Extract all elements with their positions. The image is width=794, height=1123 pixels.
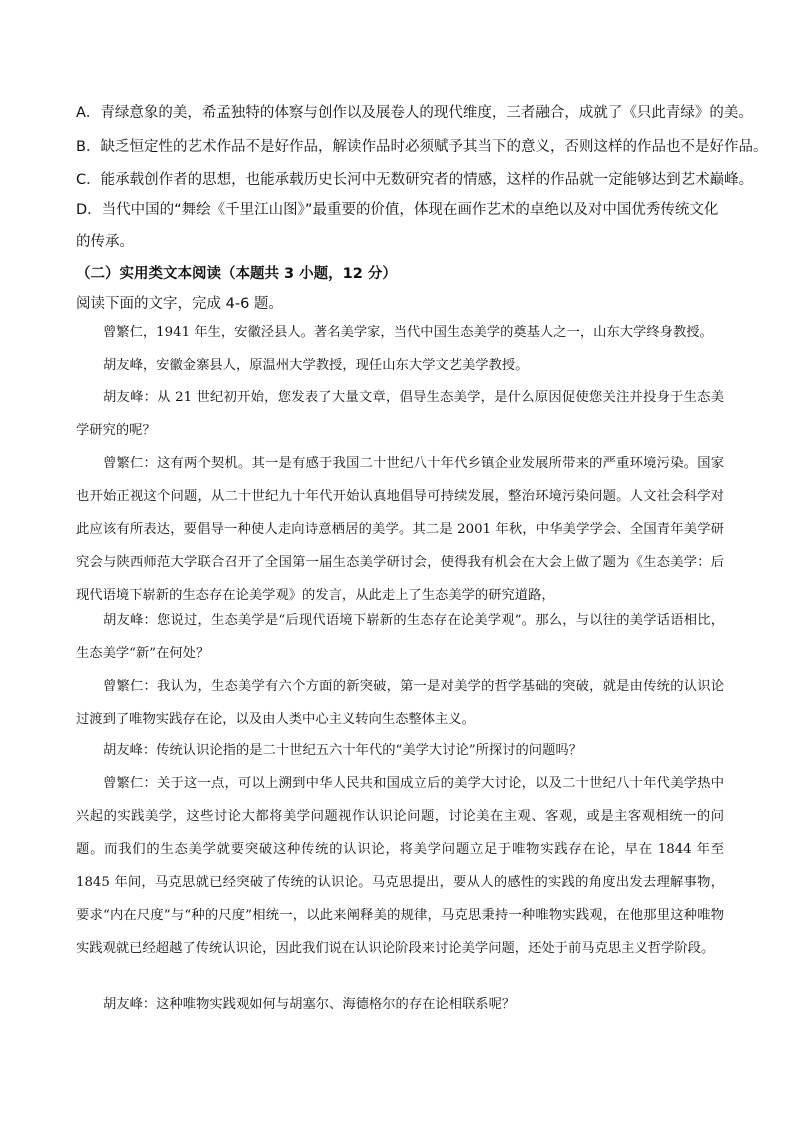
paragraph-question-2: 胡友峰：您说过，生态美学是“后现代语境下崭新的生态存在论美学观”。那么，与以往的美学话语相比，生态美学“新”在何处？	[76, 613, 724, 661]
paragraph-question-1: 胡友峰：从 21 世纪初开始，您发表了大量文章，倡导生态美学，是什么原因促使您关注并投身于生态美学研究的呢？	[76, 390, 724, 438]
paragraph-answer-1: 曾繁仁：这有两个契机。其一是有感于我国二十世纪八十年代乡镇企业发展所带来的严重环境污染。国家也开始正视这个问题，从二十世纪九十年代开始认真地倡导可持续发展，整治环境污染问题。人文社会科学对此应该有所表达，要倡导一种使人走向诗意栖居的美学。其二是 2001 年秋，中华美学学会、全国青年美学研究会与陕西师范大学联合召开了全国第一届生态美学研讨会，使得我有机会在大会上做了题为《生态美学：后现代语境下崭新的生态存在论美学观》的发言，从此走上了生态美学的研究道路，	[76, 456, 724, 603]
paragraph-answer-2: 曾繁仁：我认为，生态美学有六个方面的新突破，第一是对美学的哲学基础的突破，就是由传统的认识论过渡到了唯物实践存在论，以及由人类中心主义转向生态整体主义。	[76, 679, 724, 727]
paragraph-answer-3: 曾繁仁：关于这一点，可以上溯到中华人民共和国成立后的美学大讨论，以及二十世纪八十年代美学热中兴起的实践美学，这些讨论大都将美学问题视作认识论问题，讨论美在主观、客观，或是主客观相统一的问题。而我们的生态美学就要突破这种传统的认识论，将美学问题立足于唯物实践存在论，早在 1844 年至 1845 年间，马克思就已经突破了传统的认识论。马克思提出，要从人的感性的实践的角度出发去理解事物，要求“内在尺度”与“种的尺度”相统一，以此来阐释美的规律，马克思秉持一种唯物实践观，在他那里这种唯物实践观就已经超越了传统认识论，因此我们说在认识论阶段来讨论美学问题，还处于前马克思主义哲学阶段。	[76, 776, 724, 956]
section-title: （二）实用类文本阅读（本题共 3 小题，12 分）	[76, 266, 397, 282]
option-c: C．能承载创作者的思想，也能承载历史长河中无数研究者的情感，这样的作品就一定能够达到艺术巅峰。	[76, 172, 754, 188]
option-b: B．缺乏恒定性的艺术作品不是好作品，解读作品时必须赋予其当下的意义，否则这样的作品也不是好作品。	[76, 139, 768, 155]
paragraph-question-4: 胡友峰：这种唯物实践观如何与胡塞尔、海德格尔的存在论相联系呢？	[103, 997, 516, 1012]
option-a: A．青绿意象的美，希孟独特的体察与创作以及展卷人的现代维度，三者融合，成就了《只此青绿》的美。	[76, 105, 753, 121]
section-instruction: 阅读下面的文字，完成 4-6 题。	[76, 296, 283, 312]
paragraph-intro-zeng: 曾繁仁，1941 年生，安徽泾县人。著名美学家，当代中国生态美学的奠基人之一，山东大学终身教授。	[103, 325, 713, 340]
paragraph-intro-hu: 胡友峰，安徽金寨县人，原温州大学教授，现任山东大学文艺美学教授。	[103, 358, 529, 373]
paragraph-question-3: 胡友峰：传统认识论指的是二十世纪五六十年代的“美学大讨论”所探讨的问题吗？	[103, 743, 582, 758]
option-d: D．当代中国的“舞绘《千里江山图》”最重要的价值，体现在画作艺术的卓绝以及对中国优秀传统文化的传承。	[76, 202, 719, 250]
